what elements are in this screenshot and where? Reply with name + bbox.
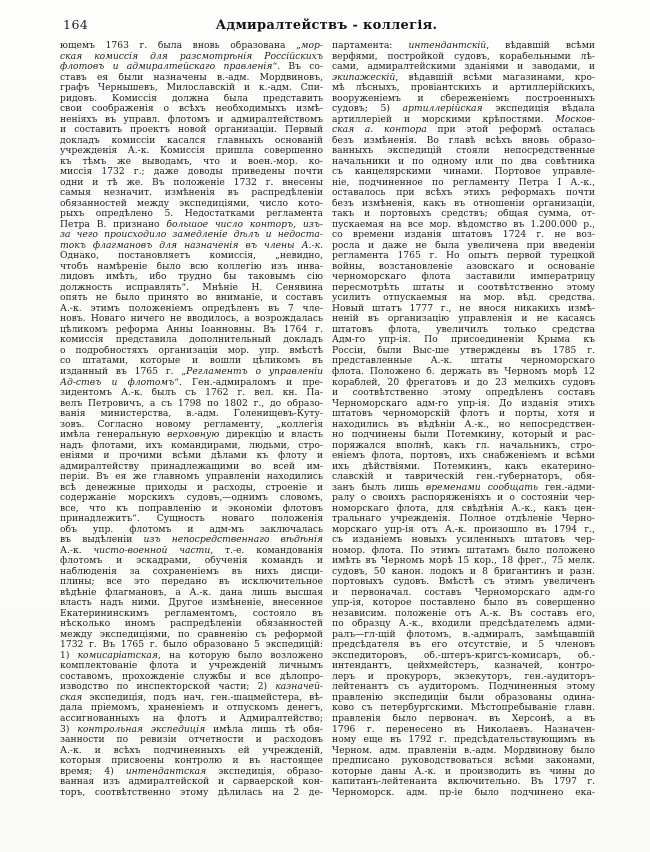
text-line: Однако, постановляетъ комиссія, „невидно, (60, 251, 323, 262)
text-line: правленію экспедиціи были образованы одина- (332, 692, 595, 703)
text-line: по образцу А.-к., входили предсѣдателемъ адми- (332, 619, 595, 630)
text-line: 3) контрольная экспедиція имѣла лишь тѣ обя- (60, 724, 323, 735)
text-line: предсѣдателя въ его отсутствіе, и 5 членовъ (332, 640, 595, 651)
text-line: войны, возстановленіе азовскаго и основаніе (332, 261, 595, 272)
text-line: ющемъ 1763 г. была вновь образована „мор- (60, 41, 323, 51)
text-line: Екатерининскимъ регламентомъ, состояло въ (60, 608, 323, 619)
text-line: номорскаго флота, для свѣдѣнія А.-к., какъ цен- (332, 503, 595, 514)
text-line: флотомъ и эскадрами, обученія командъ и (60, 556, 323, 567)
text-line: 1796 г. перенесено въ Николаевъ. Назначен- (332, 724, 595, 735)
text-line: цѣликомъ реформа Анны Іоанновны. Въ 1764 г. (60, 324, 323, 335)
text-line: плины; все это передано въ исключительное (60, 577, 323, 588)
text-line: время; 4) интендантская экспедиція, образо- (60, 766, 323, 777)
text-line: одни и тѣ же. Въ положеніе 1732 г. внесены (60, 177, 323, 188)
text-line: ихъ дѣйствіями. Потемкинъ, какъ екатерино- (332, 461, 595, 472)
text-line: миссія 1732 г.; даже доводы приведены почти (60, 167, 323, 178)
text-line: верфями, постройкой судовъ, корабельными лѣ- (332, 51, 595, 62)
text-line: ралъ—гл-щій флотомъ, в.-адмиралъ, замѣщавшій (332, 629, 595, 640)
text-line: лидовъ имѣть, ибо трудно бы таковымъ сію (60, 272, 323, 283)
text-line: токъ флагмановъ для назначенія въ члены А.-к. (60, 240, 323, 251)
text-line: экипажескій, вѣдавшій всѣми магазинами, кро- (332, 72, 595, 83)
text-line: учрежденія А.-к. Комиссія пришла совершенно (60, 146, 323, 157)
text-line: наблюденія за сохраненіемъ въ нихъ дисци- (60, 566, 323, 577)
text-line: находились въ вѣдѣніи А.-к., но непосредствен- (332, 419, 595, 430)
text-line: 1732 г. Въ 1765 г. было образовано 5 экспедицій: (60, 640, 323, 651)
text-line: ному еще въ 1792 г. предсѣдательствующимъ въ (332, 735, 595, 746)
text-line: со времени изданія штатовъ 1724 г. не воз- (332, 230, 595, 241)
text-line: составомъ, прохожденіе службы и все дѣлопро- (60, 671, 323, 682)
page-title: Адмиралтействъ - коллегія. (215, 18, 438, 33)
text-line: между экспедиціями, по сравненію съ реформой (60, 629, 323, 640)
text-line: имѣла генеральную верховную дирекцію и власть (60, 430, 323, 441)
text-line: но подчинены были Потемкину, который и рас- (332, 430, 595, 441)
text-line: новъ. Новаго ничего не вводилось, а возрождалась (60, 314, 323, 325)
text-line: такъ и портовыхъ средствъ; общая сумма, от- (332, 209, 595, 220)
text-line: номор. флота. По этимъ штатамъ было положено (332, 545, 595, 556)
text-line: адмиралтейству принадлежащими во всей им- (60, 461, 323, 472)
text-line: объ упр. флотомъ и адм-мъ заключалась (60, 524, 323, 535)
column-left (60, 41, 323, 798)
text-line: А.-к. этимъ положеніемъ опредѣленъ въ 7 чле- (60, 303, 323, 314)
text-line: интендантъ, цейхмейстеръ, казначей, контро- (332, 661, 595, 672)
text-line: Новый штатъ 1777 г., не внося никакихъ измѣ- (332, 303, 595, 314)
text-line: неній въ организацію управленія и не касаясь (332, 314, 595, 325)
text-line: мѣ лѣсныхъ, провіантскихъ и артиллерійскихъ, (332, 83, 595, 94)
text-line: славскій и таврическій ген.-губернаторъ, обя- (332, 472, 595, 483)
text-line: ванія министерства, в.-адм. Голенищевъ-Куту- (60, 409, 323, 420)
text-line: ралу о своихъ распоряженіяхъ и о состояніи чер- (332, 493, 595, 504)
text-line: судовъ, 50 канон. лодокъ и 8 бригантинъ и разн. (332, 566, 595, 577)
text-line: комплектованіе флота и учрежденій личнымъ (60, 661, 323, 672)
text-line: принадлежитъ“. Сущность новаго положенія (60, 514, 323, 525)
text-line: Черноморскаго адм-го упр-ія. До изданія этихъ (332, 398, 595, 409)
text-line: пересмотрѣть штаты и соотвѣтственно этому (332, 282, 595, 293)
text-line: пускаемая на все мор. вѣдомство въ 1.200.000 р., (332, 219, 595, 230)
text-line: велъ Петровичъ, а съ 1798 по 1802 г., до образо- (60, 398, 323, 409)
text-line: и первоначал. составъ Черноморскаго адм-го (332, 587, 595, 598)
text-line: занъ былъ лишь временами сообщать ген.-адми- (332, 482, 595, 493)
text-line: вооруженіемъ и сбереженіемъ построенныхъ (332, 93, 595, 104)
text-line: и соотвѣтственно этому опредѣленъ составъ (332, 388, 595, 399)
text-line: правленія было первонач. въ Херсонѣ, а въ (332, 714, 595, 724)
text-line: имѣть въ Черномъ морѣ 15 кор., 18 фрег., 75 мелк. (332, 556, 595, 567)
text-line: Черноморск. адм. пр-іе было подчинено ека- (332, 787, 595, 798)
text-line: съ изданіемъ новыхъ усиленныхъ штатовъ чер- (332, 535, 595, 546)
text-line: нѣсколько иномъ распредѣленіи обязанностей (60, 619, 323, 630)
text-line: рыхъ опредѣлено 5. Недостатками регламента (60, 209, 323, 220)
text-line: неніяхъ въ управл. флотомъ и адмиралтействомъ (60, 114, 323, 125)
text-line: черноморскаго флота заставили императрицу (332, 272, 595, 283)
text-line: независим. положеніе отъ А.-к. Въ составъ его, (332, 608, 595, 619)
text-line: которыя присвоены контролю и въ настоящее (60, 756, 323, 767)
text-line: безъ измѣненія, какъ въ отношеніи организаціи, (332, 198, 595, 209)
text-line: артиллеріей и морскими крѣпостями. Москов- (332, 114, 595, 125)
text-line: зовъ. Согласно новому регламенту, „коллегія (60, 419, 323, 430)
text-line: опять не было принято во вниманіе, и составъ (60, 293, 323, 304)
text-line: леръ и прокуроръ, экзекуторъ, ген.-аудиторъ- (332, 671, 595, 682)
text-line: ніе, подчиненное по регламенту Петра I А.-к., (332, 177, 595, 188)
text-line: Петра В. признано большое число конторъ, изъ- (60, 219, 323, 230)
text-line: должность исправлять“. Мнѣніе Н. Сенявина (60, 282, 323, 293)
text-line: Адм-го упр-ія. По присоединеніи Крыма къ (332, 335, 595, 346)
text-line: ванная изъ адмиралтейской и сарваерской кон- (60, 777, 323, 788)
column-right (332, 41, 595, 798)
text-line: все, что къ поправленію и экономіи флотовъ (60, 503, 323, 514)
text-line: съ канцелярскими чинами. Портовое управле- (332, 167, 595, 178)
text-line: докладъ комиссіи касался главныхъ основаній (60, 135, 323, 146)
text-line: со штатами, которые и вошли цѣликомъ въ (60, 356, 323, 367)
text-line: Черном. адм. правленіи в.-адм. Мордвинову было (332, 745, 595, 756)
text-line: графъ Чернышевъ, Милославскій и к.-адм. Спи- (60, 83, 323, 94)
text-line: къ тѣмъ же выводамъ, что и воен.-мор. ко- (60, 156, 323, 167)
text-line: періи. Въ ея же главномъ управленіи находились (60, 472, 323, 483)
text-line: за чего происходило замедленіе дѣлъ и недоста- (60, 230, 323, 241)
text-line: А.-к. и всѣхъ подчиненныхъ ей учрежденій, (60, 745, 323, 756)
text-line: судовъ; 5) артиллерійская экспедиція вѣдала (332, 104, 595, 115)
page-header (60, 17, 593, 35)
text-line: сами, адмиралтейскими зданіями и заводами, и (332, 62, 595, 73)
text-line: представленные А.-к. штаты черноморскаго (332, 356, 595, 367)
text-line: изданный въ 1765 г. „Регламентъ о управленіи (60, 366, 323, 377)
text-line: еніемъ флота, портовъ, ихъ снабженіемъ и всѣми (332, 451, 595, 462)
text-line: флотовъ и адмиралтейскаго правленія“. Въ со- (60, 62, 323, 73)
text-line: изводство по инспекторской части; 2) казначей- (60, 682, 323, 693)
text-line: флота. Положено б. держать въ Черномъ морѣ 12 (332, 366, 595, 377)
text-line: еніями и прочими всѣми дѣлами къ флоту и (60, 451, 323, 462)
text-line: всѣ денежные приходы и расходы, строеніе и (60, 482, 323, 493)
text-line: комиссія представила дополнительный докладъ (60, 335, 323, 346)
text-line: 1) комисаріатская, на которую было возложено (60, 650, 323, 661)
text-line: ассигнованныхъ на флотъ и Адмиралтейство; (60, 714, 323, 724)
text-line: ридовъ. Комиссія должна была представить (60, 93, 323, 104)
text-line: штатовъ флота, увеличилъ только средства (332, 324, 595, 335)
text-line: лейтенантъ съ аудиторомъ. Подчиненныя этому (332, 682, 595, 693)
text-line: о подробностяхъ организаціи мор. упр. вмѣстѣ (60, 345, 323, 356)
text-line: портовыхъ судовъ. Вмѣстѣ съ этимъ увеличенъ (332, 577, 595, 588)
text-line: свои соображенія о всѣхъ необходимыхъ измѣ- (60, 104, 323, 115)
text-line: морскаго упр-ія отъ А.-к. произошло въ 1794 г., (332, 524, 595, 535)
text-line: капитанъ-лейтенанта включительно. Въ 1797 г. (332, 777, 595, 788)
text-line: А.-к. чисто-военной части, т.-е. командованія (60, 545, 323, 556)
text-line: чтобъ намѣреніе было всю коллегію изъ инва- (60, 261, 323, 272)
text-line: обязанностей между экспедиціями, число кото- (60, 198, 323, 209)
text-line: содержаніе морскихъ судовъ,—однимъ словомъ, (60, 493, 323, 504)
text-line: тральнаго учрежденія. Полное отдѣленіе Черно- (332, 514, 595, 525)
text-line: вѣдѣніе флагмановъ, а А.-к. дана лишь высшая (60, 587, 323, 598)
text-line: ставъ ея были назначены в.-адм. Мордвиновъ, (60, 72, 323, 83)
page-number: 164 (63, 17, 89, 32)
text-line: штатовъ черноморскій флотъ и порты, хотя и (332, 409, 595, 420)
text-line: регламента 1765 г. Но опытъ первой турецкой (332, 251, 595, 262)
text-line: партамента: интендантскій, вѣдавшій всѣми (332, 41, 595, 51)
text-line: начальники и по одному или по два совѣтника (332, 156, 595, 167)
text-line: поряжался вполнѣ, какъ гл. начальникъ, стро- (332, 440, 595, 451)
text-line: торъ, соотвѣтственно этому дѣлилась на 2 де- (60, 787, 323, 798)
text-line: оставалось при всѣхъ этихъ реформахъ почти (332, 188, 595, 199)
text-line: ская экспедиція, подъ нач. ген.-шацмейстера, вѣ- (60, 692, 323, 703)
text-columns (60, 41, 595, 798)
text-line: безъ измѣненія. Во главѣ всѣхъ вновь образо- (332, 135, 595, 146)
text-line: занности по ревизіи отчетности и расходовъ (60, 735, 323, 746)
text-line: власть надъ ними. Другое измѣненіе, внесенное (60, 598, 323, 609)
text-line: предписано руководствоваться всѣми законами, (332, 756, 595, 767)
text-line: самыя незначит. измѣненія въ распредѣленіи (60, 188, 323, 199)
text-line: въ выдѣленіи изъ непосредственнаго вѣдѣнія (60, 535, 323, 546)
text-line: ванныхъ экспедицій стояли непосредственные (332, 146, 595, 157)
text-line: ково съ петербургскими. Мѣстопребываніе главн. (332, 703, 595, 714)
text-line: усилить отпускаемыя на мор. вѣд. средства. (332, 293, 595, 304)
text-line: надъ флотами, ихъ командирами, людьми, стро- (60, 440, 323, 451)
text-line: упр-ія, которое поставлено было въ совершенно (332, 598, 595, 609)
text-line: росла и даже не была увеличена при введеніи (332, 240, 595, 251)
text-line: ская комиссія для разсмотрѣнія Россійскихъ (60, 51, 323, 62)
text-line: зидентомъ А.-к. былъ съ 1762 г. вел. кн. Па- (60, 388, 323, 399)
text-line: которые даны А.-к. и производить въ чины до (332, 766, 595, 777)
text-line: Россіи, были Выс-ше утверждены въ 1785 г. (332, 345, 595, 356)
text-line: кораблей, 20 фрегатовъ и до 23 мелкихъ судовъ (332, 377, 595, 388)
text-line: дала пріемомъ, храненіемъ и отпускомъ денегъ, (60, 703, 323, 714)
text-line: ская а. контора при этой реформѣ осталась (332, 125, 595, 136)
text-line: экспедиторовъ, об.-штеръ-кригсъ-комисаръ, об.- (332, 650, 595, 661)
text-line: Ад-ствъ и флотомъ“. Ген.-адмираломъ и пре- (60, 377, 323, 388)
text-line: и составить проектъ новой организаціи. Первый (60, 125, 323, 136)
